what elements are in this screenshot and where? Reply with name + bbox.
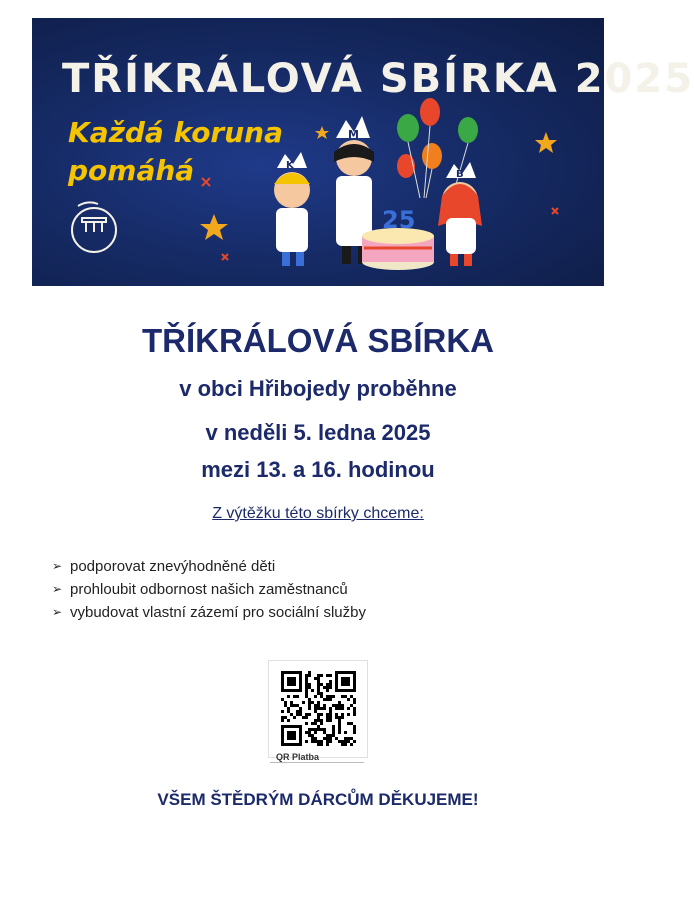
crown-letter-b: B — [456, 169, 464, 180]
cake-icon — [362, 228, 434, 270]
banner-title: TŘÍKRÁLOVÁ SBÍRKA 2025 — [62, 56, 694, 102]
arrow-bullet-icon: ➢ — [52, 605, 63, 619]
thank-you-text: VŠEM ŠTĚDRÝM DÁRCŮM DĚKUJEME! — [157, 790, 479, 809]
time-line: mezi 13. a 16. hodinou — [201, 457, 435, 482]
goal-text: vybudovat vlastní zázemí pro sociální služby — [70, 604, 366, 621]
goal-text: podporovat znevýhodněné děti — [70, 558, 276, 575]
banner-tagline-line2: pomáhá — [68, 154, 195, 187]
list-item — [52, 578, 366, 601]
goals-list — [52, 555, 366, 624]
qr-label: QR Platba — [276, 752, 320, 762]
qr-underline — [270, 762, 364, 763]
location-line: v obci Hřibojedy proběhne — [179, 376, 457, 401]
crown-letter-k: K — [286, 160, 294, 171]
page-title: TŘÍKRÁLOVÁ SBÍRKA — [142, 322, 494, 359]
cake-number: 25 — [382, 206, 416, 234]
goals-heading: Z výtěžku této sbírky chceme: — [212, 505, 424, 522]
charita-logo-icon — [72, 202, 116, 252]
list-item — [52, 555, 366, 578]
list-item — [52, 601, 366, 624]
qr-code-icon — [269, 661, 367, 757]
banner-tagline-line1: Každá koruna — [68, 116, 284, 149]
crown-letter-m: M — [348, 128, 359, 141]
banner — [32, 18, 694, 286]
goal-text: prohloubit odbornost našich zaměstnanců — [70, 581, 348, 598]
arrow-bullet-icon: ➢ — [52, 559, 63, 573]
date-line: v neděli 5. ledna 2025 — [205, 420, 431, 445]
qr-code[interactable] — [268, 660, 368, 758]
arrow-bullet-icon: ➢ — [52, 582, 63, 596]
